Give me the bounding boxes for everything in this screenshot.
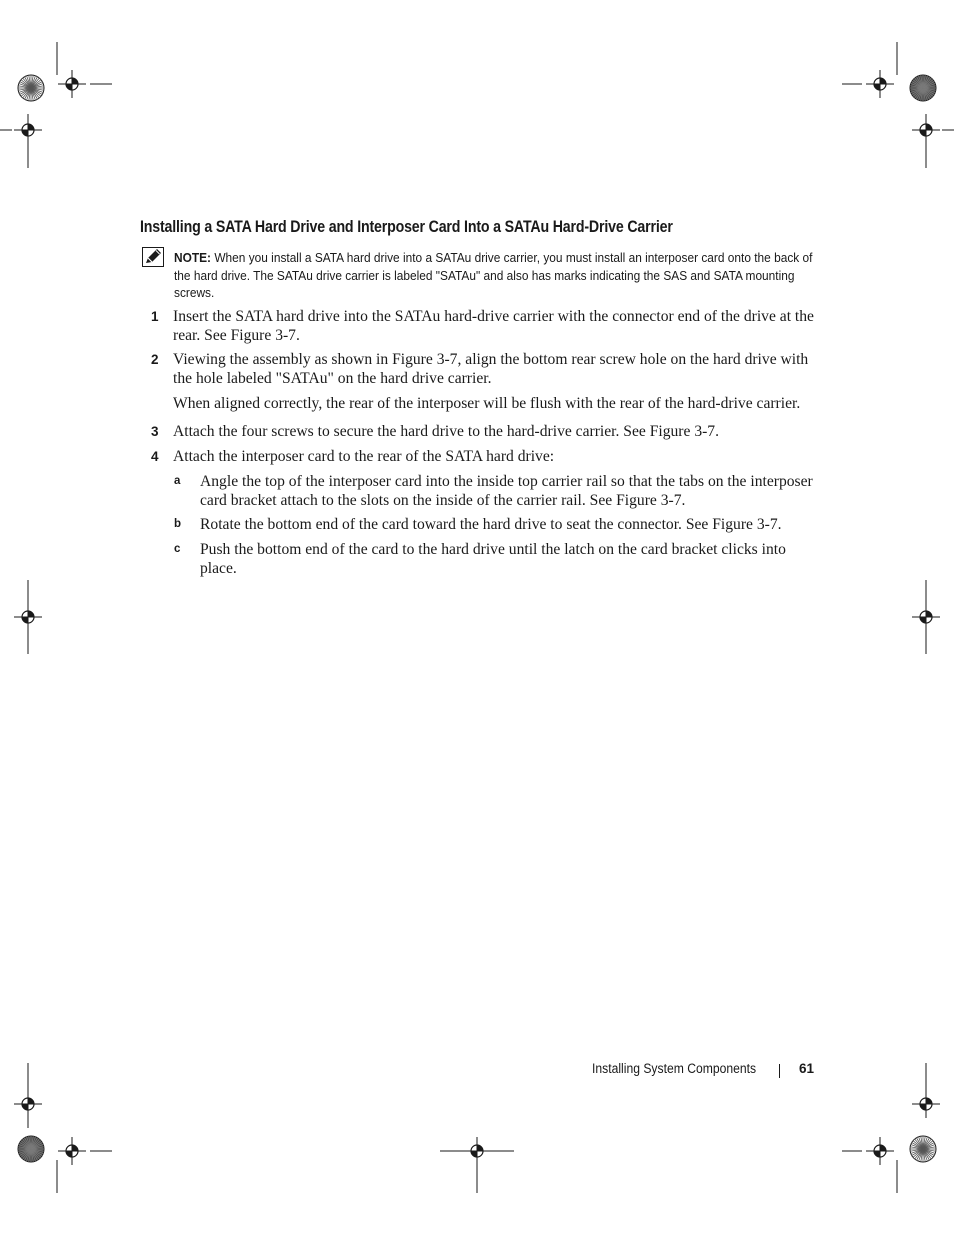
step-number: 1 — [151, 309, 159, 324]
step-text: Insert the SATA hard drive into the SATAu hard-drive carrier with the connector end of the drive at the rear. See Figure 3-7. — [173, 308, 814, 344]
color-registration-starburst-icon — [910, 1136, 936, 1162]
step-number: 4 — [151, 449, 159, 464]
step-text: Attach the interposer card to the rear of the SATA hard drive: — [173, 448, 555, 465]
step-number: 3 — [151, 424, 159, 439]
substep-text: Push the bottom end of the card to the hard drive until the latch on the card bracket clicks into place. — [200, 541, 786, 577]
substep-letter: b — [174, 518, 182, 530]
step-continuation-text: When aligned correctly, the rear of the interposer will be flush with the rear of the hard-drive carrier. — [173, 395, 801, 412]
step-text: Viewing the assembly as shown in Figure 3-7, align the bottom rear screw hole on the hard drive with the hole labeled "SATAu" on the hard drive carrier. — [173, 351, 809, 387]
substep-letter: a — [174, 475, 181, 487]
footer-section-title: Installing System Components — [592, 1061, 757, 1076]
section-heading: Installing a SATA Hard Drive and Interposer Card Into a SATAu Hard-Drive Carrier — [140, 218, 673, 236]
color-registration-starburst-icon — [18, 75, 44, 101]
page-number: 61 — [799, 1061, 815, 1076]
substep-text: Rotate the bottom end of the card toward the hard drive to seat the connector. See Figure 3-7. — [200, 516, 782, 533]
substep-text: Angle the top of the interposer card into the inside top carrier rail so that the tabs on the interposer card bracket attach to the slots on the inside of the carrier rail. See Figure 3-7. — [200, 473, 813, 509]
footer-separator — [779, 1064, 780, 1078]
substep-letter: c — [174, 543, 181, 555]
step-text: Attach the four screws to secure the hard drive to the hard-drive carrier. See Figure 3-7. — [173, 423, 720, 440]
color-registration-starburst-icon — [18, 1136, 44, 1162]
note-text: When you install a SATA hard drive into a SATAu drive carrier, you must install an interposer card onto the back of the hard drive. The SATAu drive carrier is labeled "SATAu" and also has marks indicating the SAS and SATA mounting screws. — [174, 250, 813, 300]
note-label: NOTE: — [174, 250, 212, 265]
pencil-note-icon — [142, 247, 164, 267]
step-number: 2 — [151, 352, 159, 367]
note-block — [174, 249, 815, 302]
color-registration-starburst-icon — [910, 75, 936, 101]
